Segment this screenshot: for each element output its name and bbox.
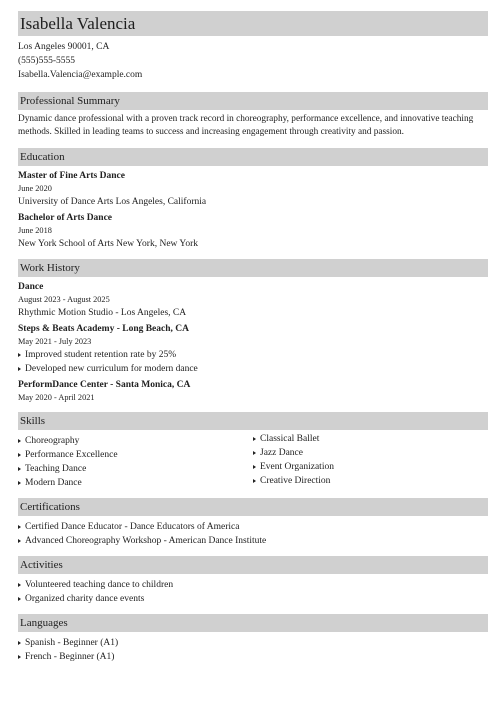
list-item — [18, 650, 488, 664]
skill-text: Creative Direction — [260, 475, 331, 486]
job-entry — [18, 281, 488, 320]
certification-text: Advanced Choreography Workshop - American Dance Institute — [25, 535, 267, 546]
skills-column-right — [253, 432, 488, 490]
job-date: August 2023 - August 2025 — [18, 294, 110, 304]
bullet-text: Improved student retention rate by 25% — [25, 349, 177, 360]
list-item — [18, 534, 488, 548]
list-item — [18, 362, 488, 376]
work-heading — [18, 259, 488, 277]
degree-title: Master of Fine Arts Dance — [18, 170, 125, 181]
job-title: Dance — [18, 281, 44, 292]
skill-text: Teaching Dance — [25, 463, 87, 474]
bullet-icon — [18, 453, 21, 457]
bullet-icon — [18, 367, 21, 371]
skills-heading — [18, 412, 488, 430]
list-item — [18, 636, 488, 650]
activities-list — [18, 578, 488, 606]
degree-title: Bachelor of Arts Dance — [18, 212, 113, 223]
languages-heading — [18, 614, 488, 632]
list-item — [253, 446, 488, 460]
list-item — [253, 460, 488, 474]
email: Isabella.Valencia@example.com — [18, 70, 143, 81]
bullet-icon — [18, 467, 21, 471]
bullet-icon — [18, 539, 21, 543]
language-text: Spanish - Beginner (A1) — [25, 637, 119, 648]
job-title: Steps & Beats Academy - Long Beach, CA — [18, 323, 189, 334]
job-entry — [18, 379, 488, 404]
bullet-icon — [18, 353, 21, 357]
activity-text: Volunteered teaching dance to children — [25, 579, 174, 590]
list-item — [18, 462, 253, 476]
skill-text: Event Organization — [260, 461, 334, 472]
education-entry — [18, 212, 488, 251]
bullet-icon — [18, 439, 21, 443]
skills-list — [18, 434, 488, 490]
skill-text: Modern Dance — [25, 477, 82, 488]
contact-info — [18, 40, 488, 83]
degree-date: June 2020 — [18, 183, 52, 193]
list-item — [18, 578, 488, 592]
education-entry — [18, 170, 488, 209]
school-name: University of Dance Arts Los Angeles, California — [18, 196, 207, 207]
skills-heading-label: Skills — [20, 414, 46, 427]
name-header — [18, 11, 488, 36]
list-item — [253, 432, 488, 446]
list-item — [18, 448, 253, 462]
bullet-text: Developed new curriculum for modern dance — [25, 363, 198, 374]
bullet-icon — [18, 481, 21, 485]
skills-column-left — [18, 434, 253, 490]
activities-heading — [18, 556, 488, 574]
activities-heading-label: Activities — [20, 558, 63, 571]
language-text: French - Beginner (A1) — [25, 651, 115, 662]
summary-heading-label: Professional Summary — [20, 94, 120, 107]
job-entry — [18, 323, 488, 376]
bullet-icon — [18, 655, 21, 659]
bullet-icon — [18, 597, 21, 601]
certification-text: Certified Dance Educator - Dance Educators of America — [25, 521, 240, 532]
list-item — [18, 348, 488, 362]
education-heading-label: Education — [20, 150, 65, 163]
bullet-icon — [253, 451, 256, 455]
skill-text: Choreography — [25, 435, 80, 446]
certifications-list — [18, 520, 488, 548]
address: Los Angeles 90001, CA — [18, 42, 110, 52]
job-date: May 2020 - April 2021 — [18, 392, 95, 402]
bullet-icon — [18, 641, 21, 645]
list-item — [18, 592, 488, 606]
summary-text: Dynamic dance professional with a proven track record in choreography, performance excellence, and innovative teaching methods. Skilled in leading teams to success and increasing engagement through creativity and passion. — [18, 113, 474, 138]
certifications-heading-label: Certifications — [20, 500, 80, 513]
skill-text: Performance Excellence — [25, 449, 118, 460]
languages-heading-label: Languages — [20, 616, 68, 629]
job-bullets — [18, 348, 488, 376]
job-company: Rhythmic Motion Studio - Los Angeles, CA — [18, 307, 187, 318]
skill-text: Jazz Dance — [260, 447, 303, 458]
work-heading-label: Work History — [20, 261, 80, 274]
activity-text: Organized charity dance events — [25, 593, 145, 604]
full-name: Isabella Valencia — [20, 14, 136, 33]
bullet-icon — [18, 525, 21, 529]
skill-text: Classical Ballet — [260, 433, 320, 444]
bullet-icon — [253, 437, 256, 441]
list-item — [18, 520, 488, 534]
school-name: New York School of Arts New York, New York — [18, 238, 198, 249]
job-title: PerformDance Center - Santa Monica, CA — [18, 379, 191, 390]
phone: (555)555-5555 — [18, 56, 75, 67]
bullet-icon — [253, 479, 256, 483]
languages-list — [18, 636, 488, 664]
list-item — [18, 434, 253, 448]
job-date: May 2021 - July 2023 — [18, 336, 92, 346]
summary-heading — [18, 92, 488, 110]
list-item — [18, 476, 253, 490]
degree-date: June 2018 — [18, 225, 52, 235]
resume-page — [18, 11, 488, 664]
certifications-heading — [18, 498, 488, 516]
education-heading — [18, 148, 488, 166]
bullet-icon — [253, 465, 256, 469]
bullet-icon — [18, 583, 21, 587]
list-item — [253, 474, 488, 488]
